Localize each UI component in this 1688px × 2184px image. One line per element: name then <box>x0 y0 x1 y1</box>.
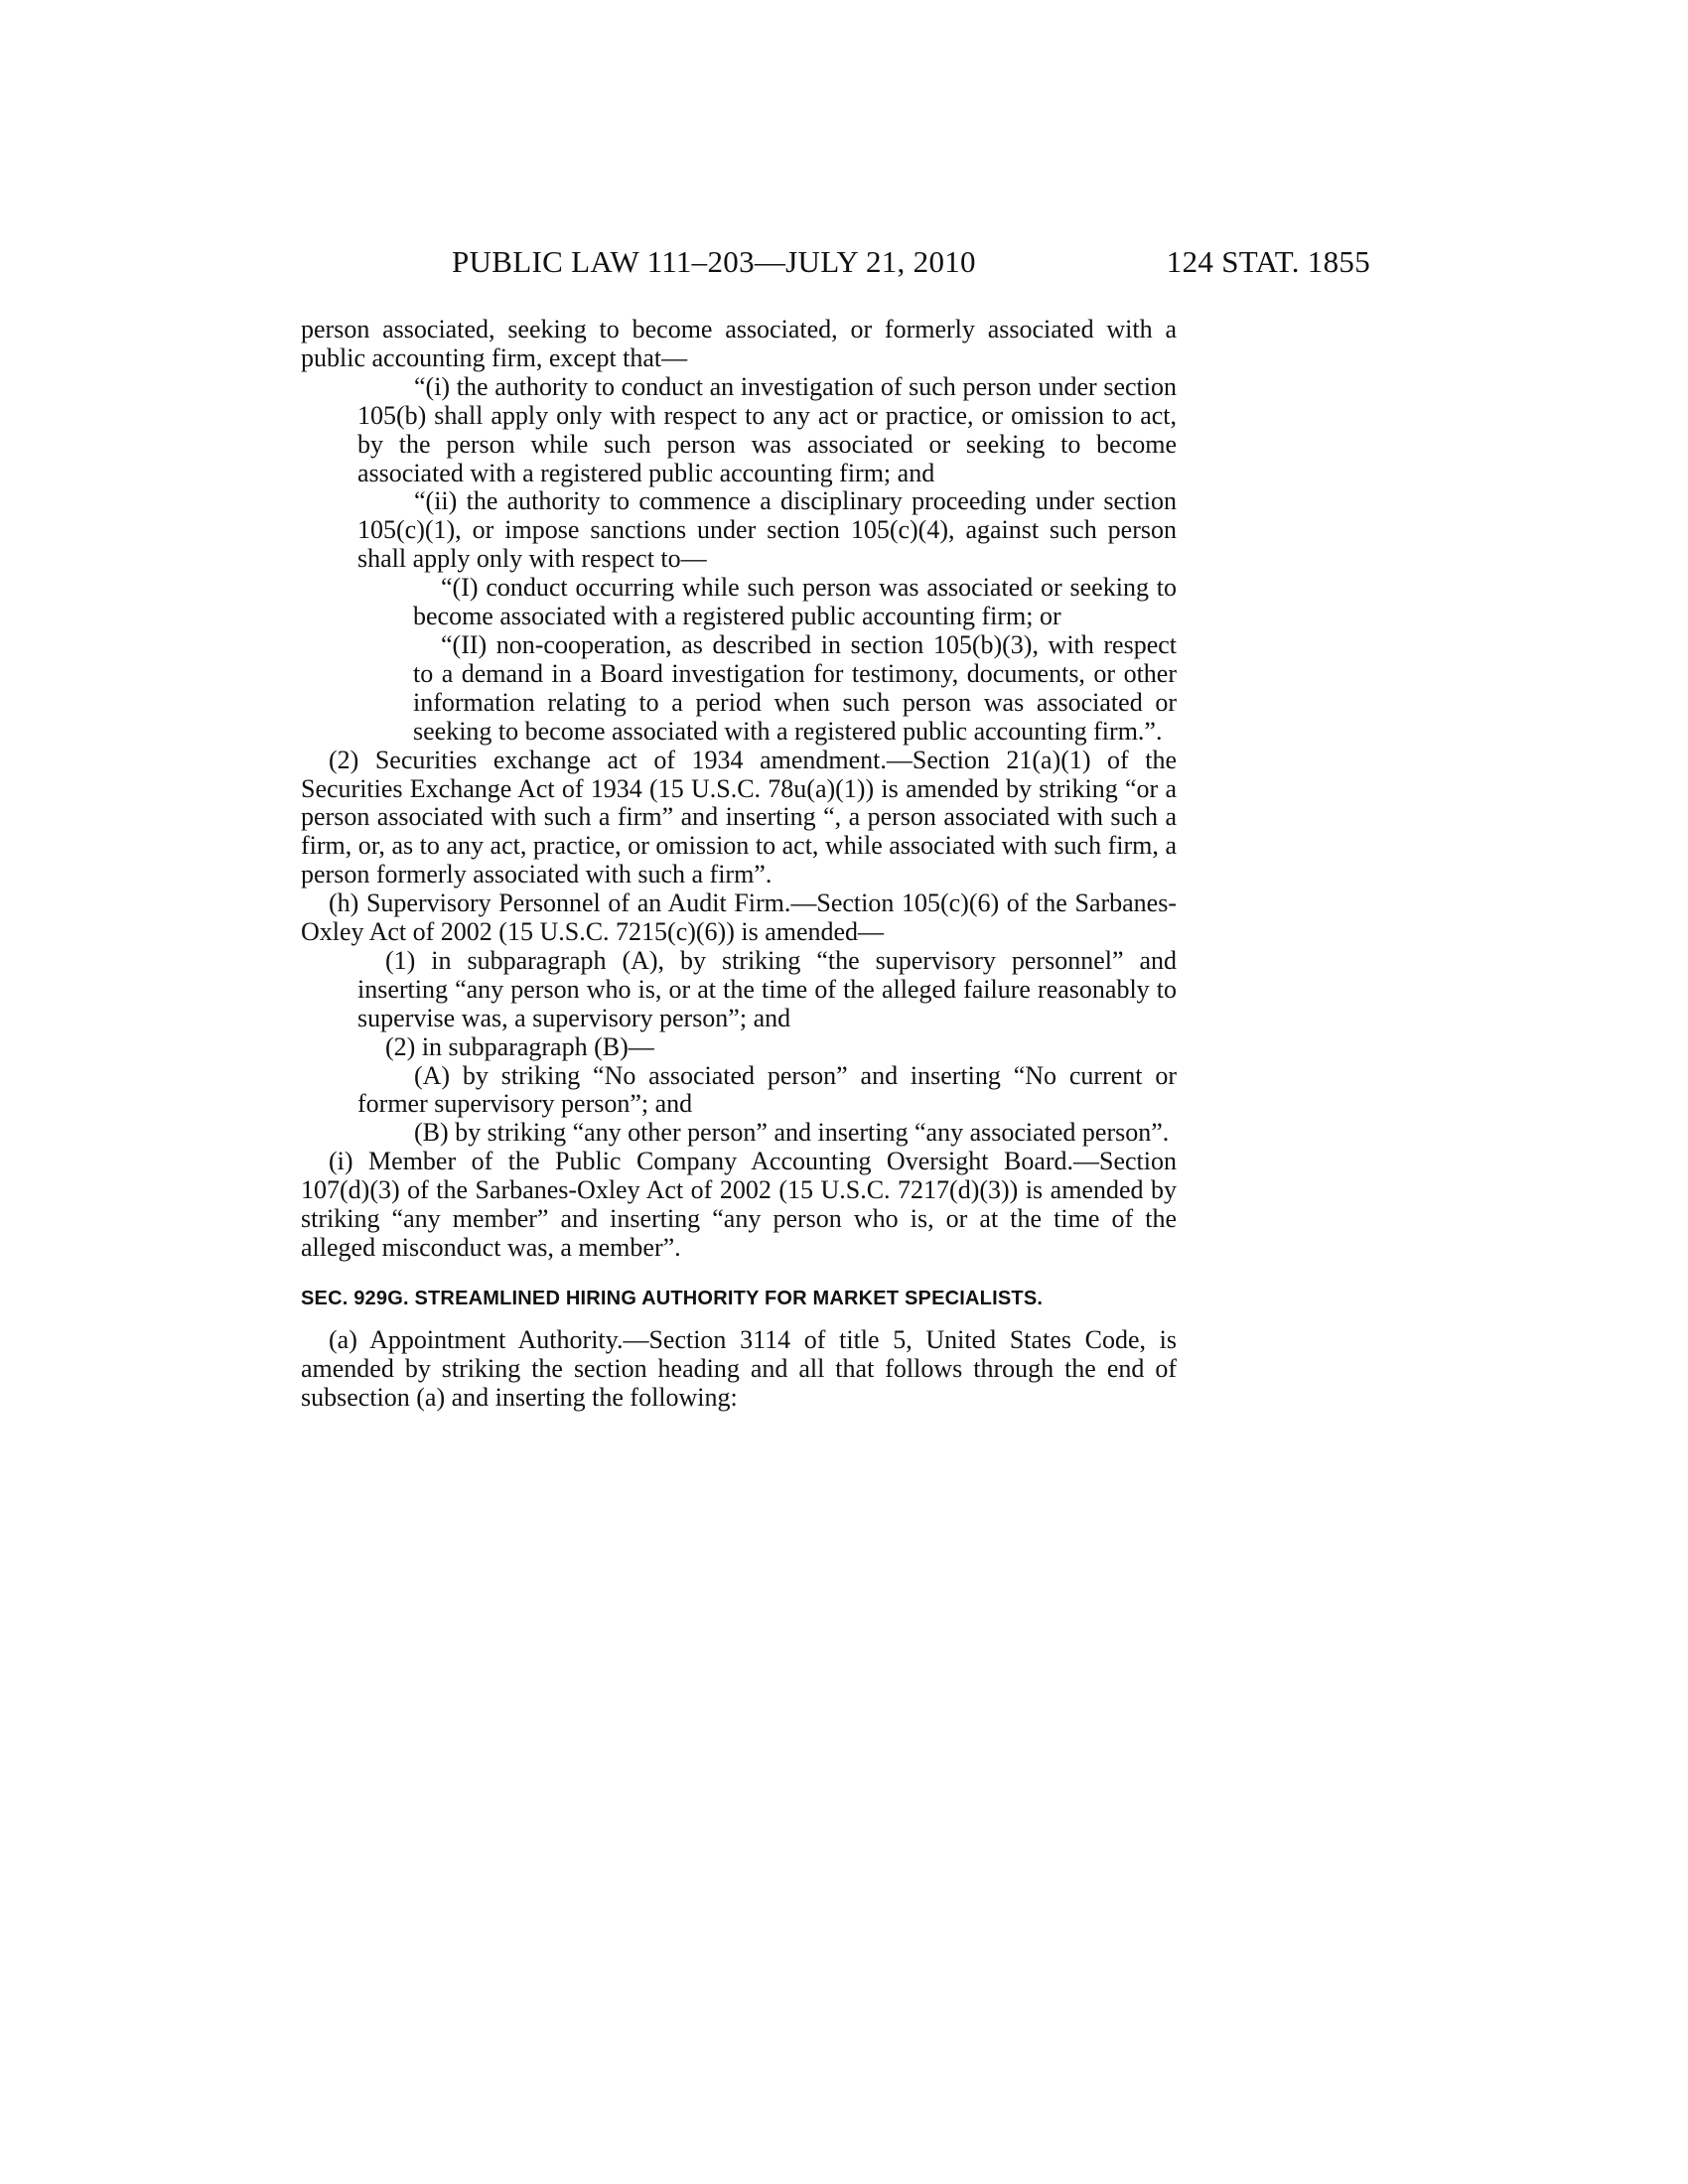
subsection-h-item-2: (2) in subparagraph (B)— <box>385 1031 654 1061</box>
section-subsection-a: (a) Appointment Authority.—Section 3114 of title 5, United States Code, is amended by striking the section heading and all that follows through the end of subsection (a) and inserting the following: <box>301 1324 1177 1412</box>
paragraph-2-securities-exchange-act <box>301 747 1177 890</box>
subsection-i: (i) Member of the Public Company Accounting Oversight Board.—Section 107(d)(3) of the Sarbanes-Oxley Act of 2002 (15 U.S.C. 7217(d)(3)) is amended by striking “any member” and inserting “any person who is, or at the time of the alleged misconduct was, a member”. <box>301 1147 1177 1262</box>
subsection-h-item-2-A: (A) by striking “No associated person” and inserting “No current or former supervisory person”; and <box>357 1060 1177 1119</box>
document-body <box>301 316 1177 1413</box>
running-header <box>452 244 1370 284</box>
section-heading: SEC. 929G. STREAMLINED HIRING AUTHORITY FOR MARKET SPECIALISTS. <box>301 1287 1044 1309</box>
subclause-I: “(I) conduct occurring while such person was associated or seeking to become associated with a registered public accounting firm; or <box>413 573 1177 631</box>
paragraph-2-text: (2) Securities exchange act of 1934 amendment.—Section 21(a)(1) of the Securities Exchange Act of 1934 (15 U.S.C. 78u(a)(1)) is amended by striking “or a person associated with such a firm” and inserting “, a person associated with such a firm, or, as to any act, practice, or omission to act, while associated with such firm, a person formerly associated with such a firm”. <box>301 745 1177 889</box>
clause-i: “(i) the authority to conduct an investigation of such person under section 105(b) shall apply only with respect to any act or practice, or omission to act, by the person while such person was associated or seeking to become associated with a registered public accounting firm; and <box>357 371 1177 487</box>
subsection-h-item-1: (1) in subparagraph (A), by striking “the supervisory personnel” and inserting “any person who is, or at the time of the alleged failure reasonably to supervise was, a supervisory person”; and <box>357 945 1177 1032</box>
statute-page-number: 124 STAT. 1855 <box>1166 244 1370 279</box>
subsection-h: (h) Supervisory Personnel of an Audit Firm.—Section 105(c)(6) of the Sarbanes-Oxley Act of 2002 (15 U.S.C. 7215(c)(6)) is amended— <box>301 888 1177 947</box>
clause-ii: “(ii) the authority to commence a disciplinary proceeding under section 105(c)(1), or impose sanctions under section 105(c)(4), against such person shall apply only with respect to— <box>357 486 1177 574</box>
paragraph-continuation: person associated, seeking to become associated, or formerly associated with a public accounting firm, except that— <box>301 315 1177 372</box>
subclause-II: “(II) non-cooperation, as described in section 105(b)(3), with respect to a demand in a Board investigation for testimony, documents, or other information relating to a period when such person was associated or seeking to become associated with a registered public accounting firm.”. <box>413 629 1177 746</box>
subsection-h-item-2-B: (B) by striking “any other person” and inserting “any associated person”. <box>414 1118 1170 1148</box>
public-law-citation: PUBLIC LAW 111–203—JULY 21, 2010 <box>452 244 976 279</box>
